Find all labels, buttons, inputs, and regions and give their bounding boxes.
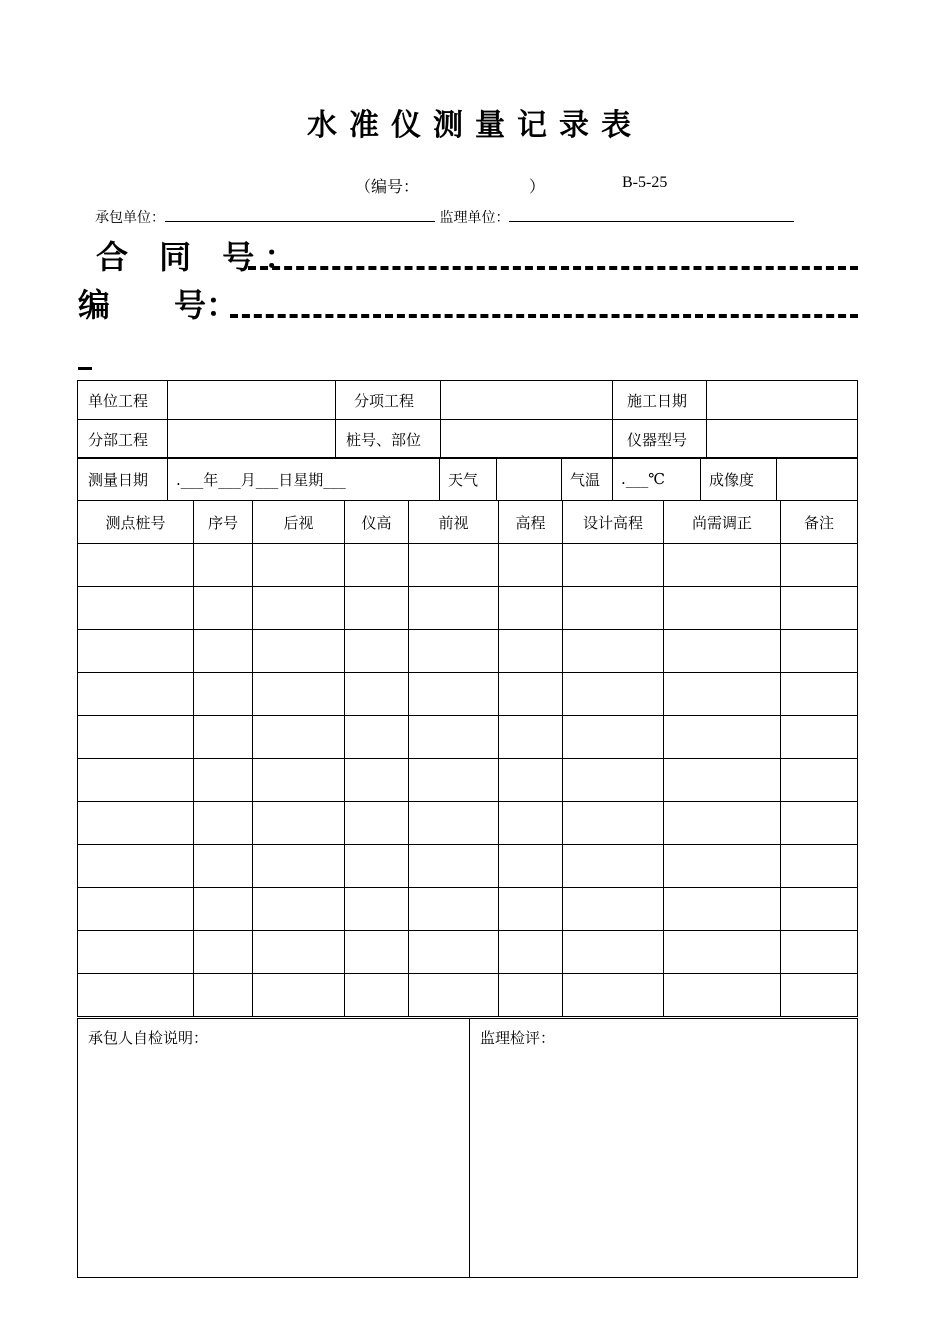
column-header: 尚需调正	[664, 501, 781, 544]
table-cell[interactable]	[345, 888, 409, 931]
table-cell[interactable]	[194, 673, 253, 716]
column-header: 测点桩号	[78, 501, 194, 544]
table-row	[78, 931, 858, 974]
table-row	[78, 673, 858, 716]
contractor-notes-label: 承包人自检说明：	[88, 1029, 209, 1047]
record-header-row	[78, 501, 858, 544]
table-cell[interactable]	[78, 931, 194, 974]
serial-label: （编号：	[355, 177, 420, 196]
table-cell[interactable]	[563, 974, 664, 1017]
table-cell[interactable]	[194, 716, 253, 759]
table-cell[interactable]	[253, 544, 345, 587]
table-cell[interactable]	[499, 759, 563, 802]
table-cell[interactable]	[409, 630, 499, 673]
table-cell[interactable]	[499, 845, 563, 888]
table-cell[interactable]	[499, 888, 563, 931]
table-cell[interactable]	[781, 759, 858, 802]
info-table-date	[77, 457, 858, 501]
table-cell[interactable]	[499, 673, 563, 716]
station-location-field[interactable]	[441, 420, 613, 459]
form-code: B-5-25	[622, 174, 668, 191]
table-cell[interactable]	[781, 673, 858, 716]
contractor-label: 承包单位：	[95, 210, 165, 226]
table-cell[interactable]	[78, 974, 194, 1017]
table-row	[78, 544, 858, 587]
table-cell[interactable]	[194, 630, 253, 673]
record-table	[77, 500, 858, 1017]
table-cell[interactable]	[781, 630, 858, 673]
table-cell[interactable]	[253, 974, 345, 1017]
table-cell[interactable]	[499, 630, 563, 673]
table-row	[78, 630, 858, 673]
table-row	[78, 888, 858, 931]
table-cell[interactable]	[194, 759, 253, 802]
parties-line	[95, 207, 794, 227]
table-cell[interactable]	[253, 630, 345, 673]
table-cell[interactable]	[253, 716, 345, 759]
table-cell[interactable]	[345, 716, 409, 759]
table-cell[interactable]	[345, 544, 409, 587]
table-cell[interactable]	[563, 673, 664, 716]
table-cell[interactable]	[563, 759, 664, 802]
table-row	[78, 974, 858, 1017]
table-cell[interactable]	[781, 931, 858, 974]
unit-project-field[interactable]	[168, 381, 336, 420]
table-cell[interactable]	[78, 544, 194, 587]
table-cell[interactable]	[409, 931, 499, 974]
table-cell[interactable]	[563, 845, 664, 888]
table-cell[interactable]	[781, 716, 858, 759]
table-cell[interactable]	[78, 716, 194, 759]
construction-date-field[interactable]	[707, 381, 858, 420]
table-cell[interactable]	[194, 931, 253, 974]
table-cell[interactable]	[194, 802, 253, 845]
table-cell[interactable]	[253, 845, 345, 888]
instrument-model-field[interactable]	[707, 420, 858, 459]
table-cell[interactable]	[664, 630, 781, 673]
table-cell[interactable]	[409, 673, 499, 716]
table-cell[interactable]	[563, 544, 664, 587]
table-cell[interactable]	[253, 587, 345, 630]
table-cell[interactable]	[345, 630, 409, 673]
table-cell[interactable]	[253, 802, 345, 845]
table-cell[interactable]	[409, 587, 499, 630]
table-cell[interactable]	[253, 759, 345, 802]
table-cell[interactable]	[664, 931, 781, 974]
station-location-label: 桩号、部位	[336, 420, 441, 459]
table-cell[interactable]	[345, 802, 409, 845]
table-cell[interactable]	[345, 974, 409, 1017]
table-cell[interactable]	[409, 802, 499, 845]
table-cell[interactable]	[664, 544, 781, 587]
image-quality-label: 成像度	[701, 458, 777, 501]
temperature-label: 气温	[562, 458, 613, 501]
supervisor-field[interactable]	[509, 207, 794, 222]
table-cell[interactable]	[664, 759, 781, 802]
table-cell[interactable]	[78, 587, 194, 630]
table-cell[interactable]	[345, 673, 409, 716]
weather-label: 天气	[440, 458, 497, 501]
sub-item-field[interactable]	[441, 381, 613, 420]
contractor-field[interactable]	[165, 207, 435, 222]
table-cell[interactable]	[253, 931, 345, 974]
image-quality-field[interactable]	[777, 458, 858, 501]
table-cell[interactable]	[499, 802, 563, 845]
table-cell[interactable]	[563, 802, 664, 845]
column-header: 仪高	[345, 501, 409, 544]
table-cell[interactable]	[194, 544, 253, 587]
table-cell[interactable]	[345, 759, 409, 802]
column-header: 序号	[194, 501, 253, 544]
table-cell[interactable]	[563, 587, 664, 630]
table-cell[interactable]	[345, 845, 409, 888]
table-cell[interactable]	[664, 802, 781, 845]
table-cell[interactable]	[345, 931, 409, 974]
table-cell[interactable]	[194, 587, 253, 630]
table-cell[interactable]	[664, 974, 781, 1017]
table-cell[interactable]	[253, 888, 345, 931]
table-cell[interactable]	[499, 716, 563, 759]
table-cell[interactable]	[253, 673, 345, 716]
table-cell[interactable]	[499, 931, 563, 974]
weather-field[interactable]	[497, 458, 562, 501]
table-row	[78, 759, 858, 802]
number-field[interactable]	[230, 314, 858, 318]
footer-table	[77, 1018, 858, 1278]
division-project-field[interactable]	[168, 420, 336, 459]
contract-no-label: 合 同 号：	[96, 238, 307, 276]
table-cell[interactable]	[409, 888, 499, 931]
table-cell[interactable]	[781, 888, 858, 931]
table-cell[interactable]	[499, 974, 563, 1017]
temperature-field[interactable]: .___℃	[613, 458, 701, 501]
table-cell[interactable]	[664, 888, 781, 931]
sub-item-label: 分项工程	[336, 381, 441, 420]
division-project-label: 分部工程	[78, 420, 168, 459]
table-row	[78, 802, 858, 845]
column-header: 高程	[499, 501, 563, 544]
construction-date-label: 施工日期	[613, 381, 707, 420]
table-cell[interactable]	[781, 845, 858, 888]
table-cell[interactable]	[781, 544, 858, 587]
table-cell[interactable]	[781, 974, 858, 1017]
table-cell[interactable]	[781, 587, 858, 630]
contractor-notes-box[interactable]	[78, 1019, 470, 1278]
supervisor-label: 监理单位：	[439, 210, 510, 226]
supervisor-review-label: 监理检评：	[480, 1029, 556, 1047]
column-header: 设计高程	[563, 501, 664, 544]
table-cell[interactable]	[409, 716, 499, 759]
table-cell[interactable]	[194, 888, 253, 931]
table-cell[interactable]	[78, 630, 194, 673]
table-cell[interactable]	[499, 587, 563, 630]
column-header: 备注	[781, 501, 858, 544]
table-row	[78, 587, 858, 630]
table-row	[78, 845, 858, 888]
table-cell[interactable]	[781, 802, 858, 845]
column-header: 前视	[409, 501, 499, 544]
table-cell[interactable]	[78, 673, 194, 716]
table-cell[interactable]	[664, 845, 781, 888]
table-cell[interactable]	[78, 845, 194, 888]
table-cell[interactable]	[409, 759, 499, 802]
table-cell[interactable]	[664, 587, 781, 630]
table-cell[interactable]	[409, 974, 499, 1017]
serial-close: ）	[529, 177, 546, 196]
survey-date-label: 测量日期	[78, 458, 168, 501]
table-cell[interactable]	[409, 544, 499, 587]
page-title: 水准仪测量记录表	[307, 108, 643, 143]
serial-number	[355, 174, 545, 197]
instrument-model-label: 仪器型号	[613, 420, 707, 459]
table-cell[interactable]	[409, 845, 499, 888]
table-cell[interactable]	[664, 673, 781, 716]
table-cell[interactable]	[563, 716, 664, 759]
table-cell[interactable]	[664, 716, 781, 759]
table-row	[78, 716, 858, 759]
table-cell[interactable]	[563, 630, 664, 673]
contract-no-field[interactable]	[248, 266, 858, 270]
table-cell[interactable]	[499, 544, 563, 587]
table-cell[interactable]	[563, 931, 664, 974]
continuation-dash	[78, 367, 92, 370]
column-header: 后视	[253, 501, 345, 544]
table-cell[interactable]	[78, 759, 194, 802]
number-label: 编 号：	[78, 286, 239, 324]
table-cell[interactable]	[345, 587, 409, 630]
info-table-top	[77, 380, 858, 459]
table-cell[interactable]	[194, 974, 253, 1017]
table-cell[interactable]	[194, 845, 253, 888]
table-cell[interactable]	[78, 802, 194, 845]
survey-date-field[interactable]: .___年___月___日星期___	[168, 458, 440, 501]
table-cell[interactable]	[78, 888, 194, 931]
supervisor-review-box[interactable]	[470, 1019, 858, 1278]
table-cell[interactable]	[563, 888, 664, 931]
unit-project-label: 单位工程	[78, 381, 168, 420]
